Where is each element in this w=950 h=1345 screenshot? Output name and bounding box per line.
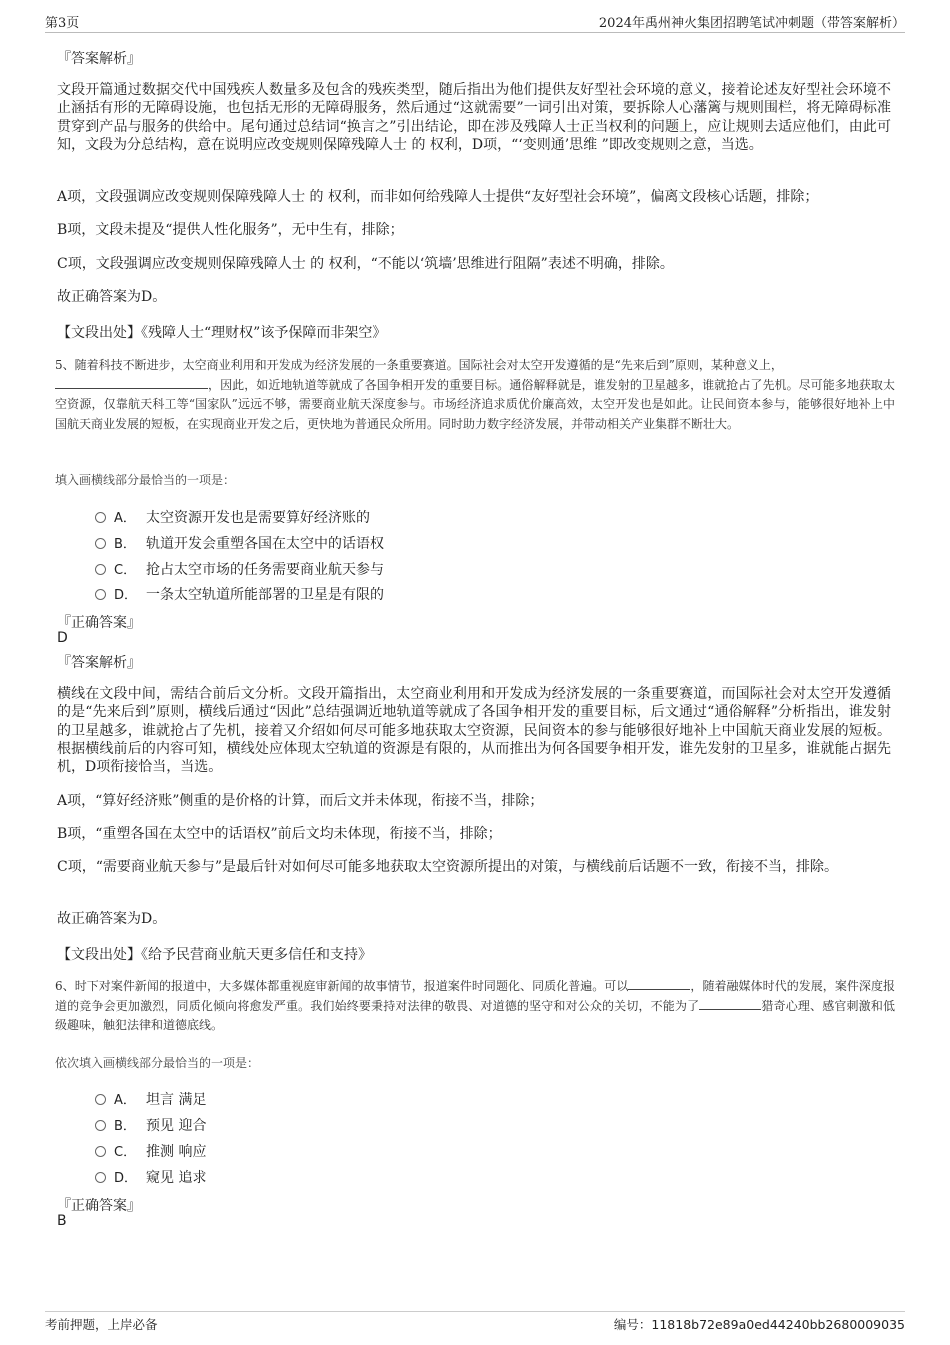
source-citation: 【文段出处】《给予民营商业航天更多信任和支持》 [57, 947, 372, 963]
option-c[interactable]: C． 抢占太空市场的任务需要商业航天参与 [95, 559, 384, 579]
radio-icon[interactable] [95, 1146, 106, 1157]
question-5-text: 5、随着科技不断进步，太空商业利用和开发成为经济发展的一条重要赛道。国际社会对太空开发遵循的是“先来后到”原则，某种意义上， ，因此，如近地轨道等就成了各国争相开发的重要目标。通俗解释就是，谁发射的卫星越多，谁就抢占了先机。尽可能多地获取太空资源，仅靠航天科工等“国家队”远远不够，需要商业航天深度参与。市场经济追求质优价廉高效，太空开发也是如此。让民间资本参与，能够很好地补上中国航天商业发展的短板，在实现商业开发之后，更快地为普通民众所用。同时助力数字经济发展，并带动相关产业集群不断壮大。 [55, 358, 895, 431]
question-6-text: 6、时下对案件新闻的报道中，大多媒体都重视庭审新闻的故事情节，报道案件时同题化、同质化普遍。可以 ，随着融媒体时代的发展，案件深度报道的竞争会更加激烈，同质化倾向将愈发严重。我们始终要秉持对法律的敬畏、对道德的坚守和对公众的关切，不能为了 猎奇心理、感官刺激和低级趣味，触犯法律和道德底线。 [55, 979, 895, 1032]
fill-blank-1 [628, 977, 690, 990]
analysis-option-c: C项，“需要商业航天参与”是最后针对如何尽可能多地获取太空资源所提出的对策，与横线前后话题不一致，衔接不当，排除。 [57, 859, 839, 875]
option-d[interactable]: D． 窥见 追求 [95, 1167, 206, 1187]
option-c[interactable]: C． 推测 响应 [95, 1141, 206, 1161]
document-id: 编号：11818b72e89a0ed44240bb2680009035 [613, 1317, 905, 1332]
correct-answer-label: 『正确答案』 [57, 615, 141, 631]
analysis-paragraph: 横线在文段中间，需结合前后文分析。文段开篇指出，太空商业利用和开发成为经济发展的一条重要赛道，而国际社会对太空开发遵循的是“先来后到”原则，横线后通过“因此”总结强调近地轨道等就成了各国争相开发的重要目标，后文通过“通俗解释”分析指出，谁发射的卫星越多，谁就抢占了先机，接着又介绍如何尽可能多地获取太空资源，民间资本的参与能够很好地补上中国航天商业发展的短板。根据横线前后的内容可知，横线处应体现太空轨道的资源是有限的，从而推出为何各国要争相开发，谁先发射的卫星多，谁就能占据先机，D项衔接恰当，当选。 [57, 686, 891, 776]
fill-blank [55, 376, 208, 389]
radio-icon[interactable] [95, 564, 106, 575]
radio-icon[interactable] [95, 1172, 106, 1183]
option-b[interactable]: B． 预见 迎合 [95, 1115, 206, 1135]
question-6-prompt: 依次填入画横线部分最恰当的一项是： [55, 1056, 260, 1070]
page-footer [45, 1311, 905, 1339]
option-a[interactable]: A． 坦言 满足 [95, 1089, 206, 1109]
radio-icon[interactable] [95, 512, 106, 523]
option-a[interactable]: A． 太空资源开发也是需要算好经济账的 [95, 507, 370, 527]
question-5-prompt: 填入画横线部分最恰当的一项是： [55, 473, 236, 487]
correct-answer: B [57, 1213, 67, 1229]
analysis-option-a: A项，文段强调应改变规则保障残障人士 的 权利，而非如何给残障人士提供“友好型社会环境”，偏离文段核心话题，排除； [57, 189, 819, 205]
analysis-option-a: A项，“算好经济账”侧重的是价格的计算，而后文并未体现，衔接不当，排除； [57, 793, 544, 809]
radio-icon[interactable] [95, 538, 106, 549]
source-citation: 【文段出处】《残障人士“理财权”该予保障而非架空》 [57, 325, 387, 341]
option-b[interactable]: B． 轨道开发会重塑各国在太空中的话语权 [95, 533, 384, 553]
radio-icon[interactable] [95, 589, 106, 600]
page-header [45, 12, 905, 33]
footer-slogan: 考前押题，上岸必备 [45, 1317, 158, 1332]
document-title: 2024年禹州神火集团招聘笔试冲刺题（带答案解析） [598, 16, 905, 31]
fill-blank-2 [699, 997, 761, 1010]
analysis-conclusion: 故正确答案为D。 [57, 911, 167, 927]
analysis-conclusion: 故正确答案为D。 [57, 289, 167, 305]
option-d[interactable]: D． 一条太空轨道所能部署的卫星是有限的 [95, 584, 384, 604]
correct-answer: D [57, 630, 68, 646]
analysis-label: 『答案解析』 [57, 655, 141, 671]
analysis-option-b: B项，文段未提及“提供人性化服务”，无中生有，排除； [57, 222, 404, 238]
analysis-paragraph: 文段开篇通过数据交代中国残疾人数量多及包含的残疾类型，随后指出为他们提供友好型社会环境的意义，接着论述友好型社会环境不止涵括有形的无障碍设施，也包括无形的无障碍服务，然后通过“这就需要”一词引出对策，要拆除人心藩篱与规则围栏，将无障碍标准贯穿到产品与服务的供给中。尾句通过总结词“换言之”引出结论，即在涉及残障人士正当权利的问题上，应让规则去适应他们，由此可知，文段为分总结构，意在说明应改变规则保障残障人士 的 权利，D项，“‘变则通’思维 ”即改变规则之意，当选。 [57, 82, 891, 153]
radio-icon[interactable] [95, 1120, 106, 1131]
analysis-option-c: C项，文段强调应改变规则保障残障人士 的 权利，“不能以‘筑墙’思维进行阻隔”表述不明确，排除。 [57, 256, 674, 272]
page-number: 第3页 [45, 16, 80, 31]
correct-answer-label: 『正确答案』 [57, 1198, 141, 1214]
analysis-label: 『答案解析』 [57, 51, 141, 67]
radio-icon[interactable] [95, 1094, 106, 1105]
analysis-option-b: B项，“重塑各国在太空中的话语权”前后文均未体现，衔接不当，排除； [57, 826, 502, 842]
